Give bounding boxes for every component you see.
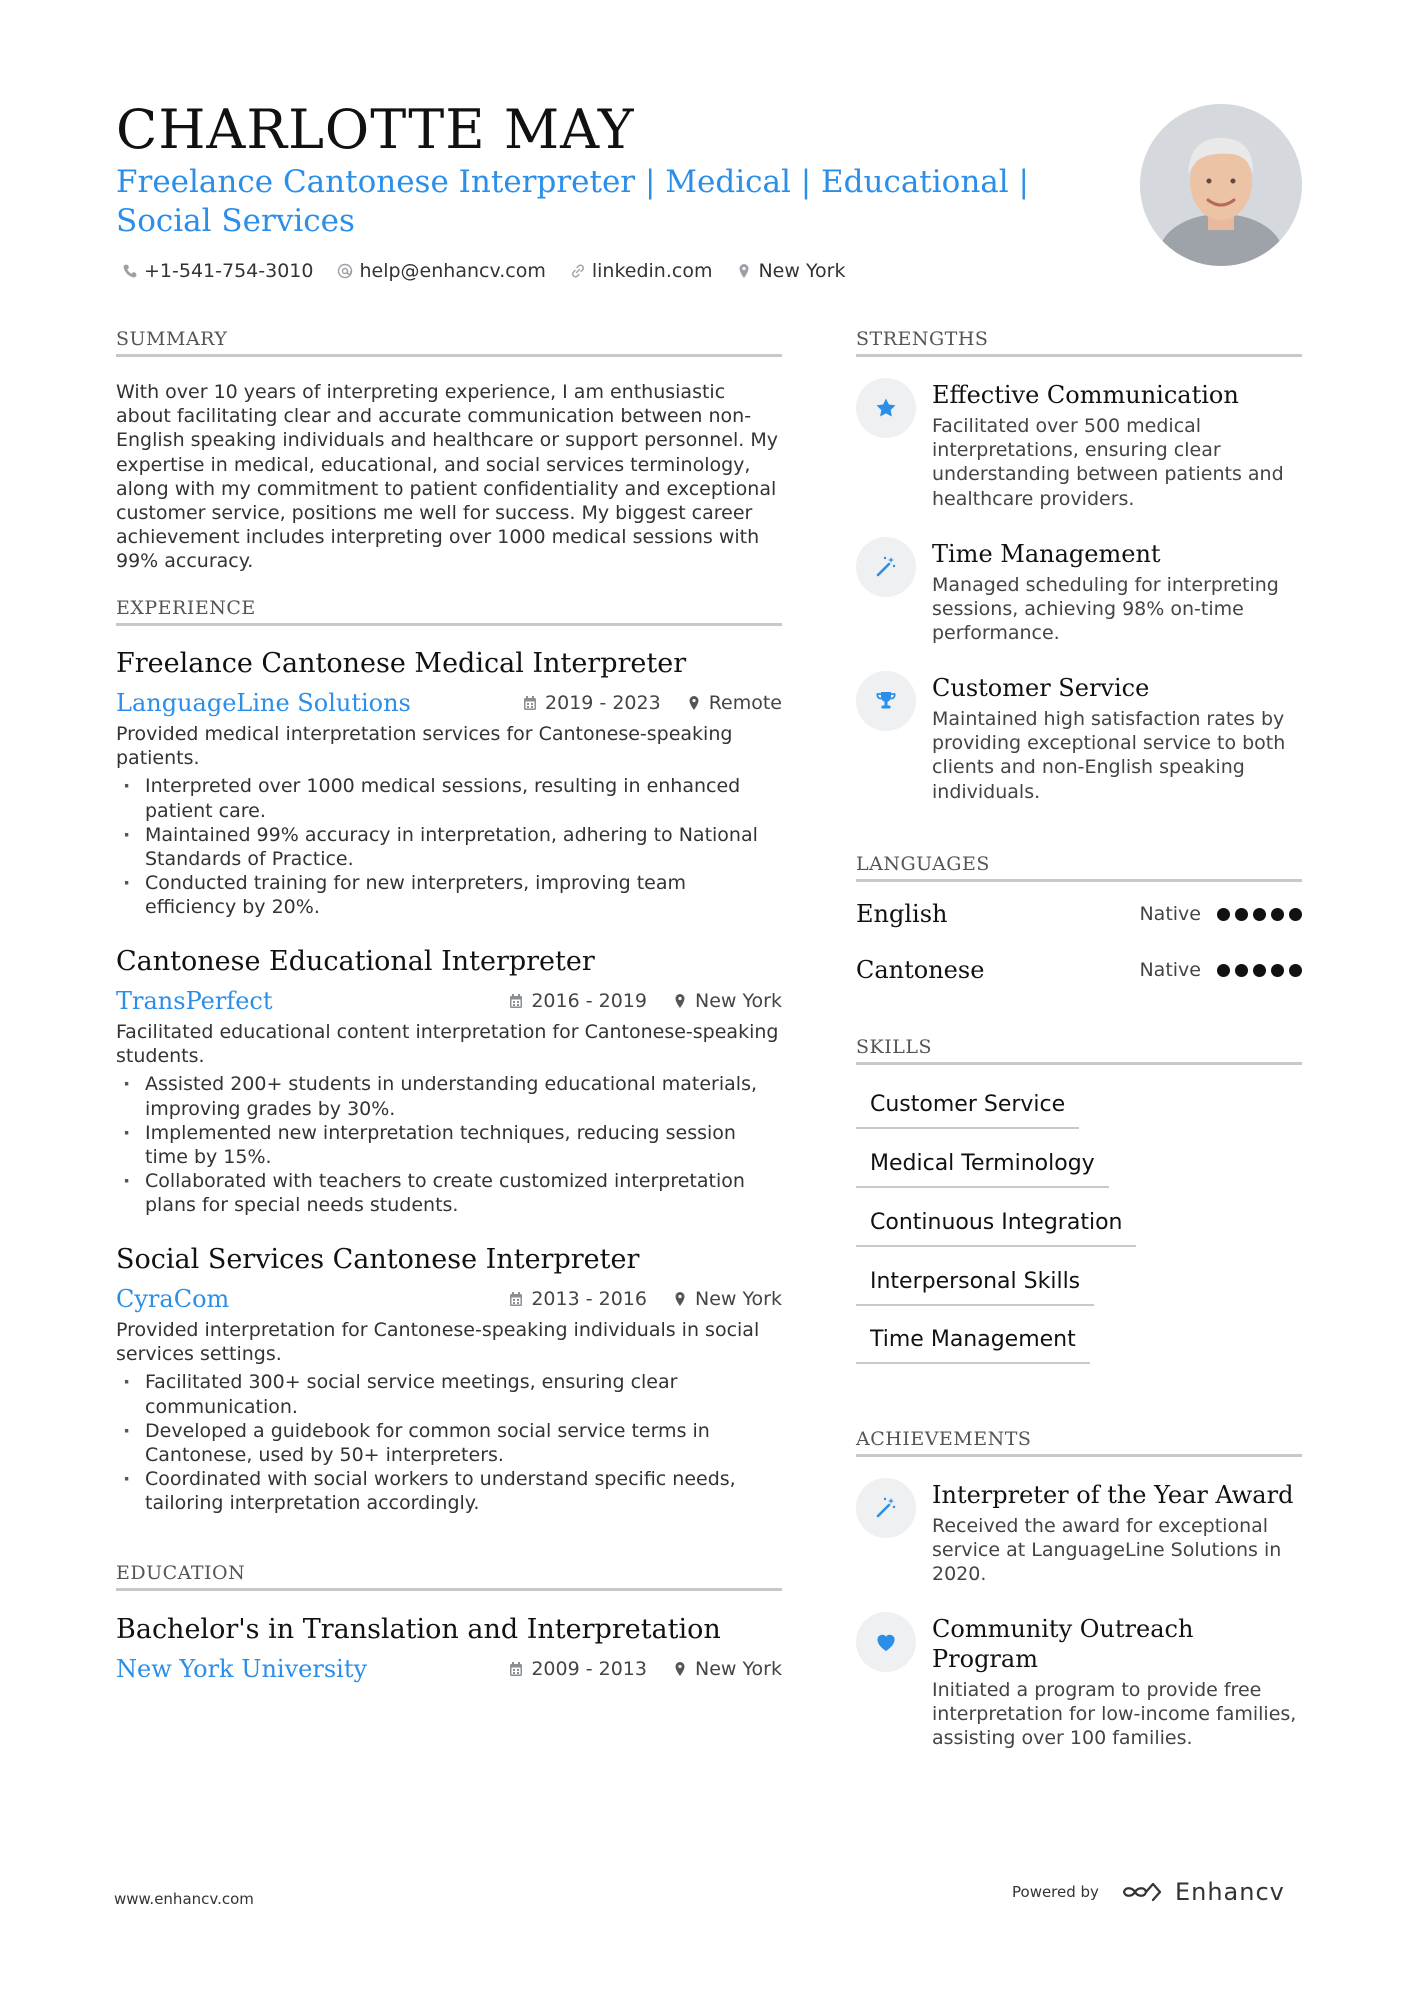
degree-title: Bachelor's in Translation and Interpretation [116, 1614, 721, 1645]
location-pin-icon [736, 263, 752, 279]
contact-phone[interactable] [122, 260, 313, 282]
email-text: help@enhancv.com [359, 260, 546, 282]
skill-tag: Medical Terminology [856, 1151, 1109, 1188]
school-name[interactable]: New York University [116, 1655, 368, 1683]
star-icon [874, 396, 898, 420]
achievement-title: Interpreter of the Year Award [932, 1481, 1294, 1509]
strength-description: Facilitated over 500 medical interpretations, ensuring clear understanding between patients and healthcare providers. [932, 415, 1284, 510]
rating-dot [1217, 964, 1230, 977]
bullet-item: · Interpreted over 1000 medical sessions, resulting in enhanced patient care. [116, 774, 782, 822]
bullet-item: · Assisted 200+ students in understanding educational materials, improving grades by 30%. [116, 1072, 782, 1120]
location-pin-icon [673, 993, 687, 1009]
bullet-item: · Collaborated with teachers to create customized interpretation plans for special needs students. [116, 1169, 782, 1217]
skill-tag: Interpersonal Skills [856, 1269, 1094, 1306]
rating-dot [1289, 908, 1302, 921]
achievement-item [856, 1478, 1302, 1587]
calendar-icon [509, 1661, 523, 1677]
footer-website[interactable]: www.enhancv.com [114, 1890, 254, 1908]
experience-entry [116, 648, 782, 920]
bullet-item: · Conducted training for new interpreters, improving team efficiency by 20%. [116, 871, 782, 919]
strength-item [856, 537, 1302, 646]
brand-name: Enhancv [1174, 1878, 1285, 1906]
strength-title: Time Management [932, 540, 1161, 568]
summary-heading: SUMMARY [116, 328, 782, 357]
rating-dot [1289, 964, 1302, 977]
link-icon [570, 263, 586, 279]
strength-title: Effective Communication [932, 381, 1239, 409]
language-item [856, 900, 1302, 928]
date-range: 2013 - 2016 [531, 1288, 647, 1310]
calendar-icon [509, 1291, 523, 1307]
language-name: English [856, 900, 948, 928]
skill-tag: Customer Service [856, 1092, 1079, 1129]
trophy-icon [874, 689, 898, 713]
language-level: Native [1139, 903, 1201, 925]
calendar-icon [523, 695, 537, 711]
skill-tag: Time Management [856, 1327, 1090, 1364]
language-name: Cantonese [856, 956, 985, 984]
job-location: Remote [708, 692, 782, 714]
bullet-item: · Implemented new interpretation techniques, reducing session time by 15%. [116, 1121, 782, 1169]
achievement-item [856, 1612, 1302, 1751]
languages-heading: LANGUAGES [856, 853, 1302, 882]
achievement-icon-badge [856, 1478, 916, 1538]
bullet-item: · Facilitated 300+ social service meetings, ensuring clear communication. [116, 1370, 782, 1418]
strength-icon-badge [856, 671, 916, 731]
experience-entry [116, 946, 782, 1218]
rating-dot [1217, 908, 1230, 921]
language-item [856, 956, 1302, 984]
education-heading: EDUCATION [116, 1562, 782, 1591]
magic-wand-icon [874, 555, 898, 579]
location-pin-icon [673, 1661, 687, 1677]
achievement-title: Community Outreach Program [932, 1615, 1194, 1673]
rating-dot [1271, 964, 1284, 977]
company-name[interactable]: TransPerfect [116, 987, 273, 1015]
experience-entry [116, 1244, 782, 1516]
phone-text: +1-541-754-3010 [144, 260, 314, 282]
strength-icon-badge [856, 378, 916, 438]
company-name[interactable]: LanguageLine Solutions [116, 689, 411, 717]
language-level: Native [1139, 959, 1201, 981]
rating-dot [1253, 908, 1266, 921]
job-title: Cantonese Educational Interpreter [116, 946, 595, 977]
experience-heading: EXPERIENCE [116, 597, 782, 626]
location-pin-icon [673, 1291, 687, 1307]
strengths-heading: STRENGTHS [856, 328, 1302, 357]
achievement-list [116, 1370, 782, 1515]
achievements-heading: ACHIEVEMENTS [856, 1428, 1302, 1457]
location-pin-icon [687, 695, 701, 711]
achievement-list [116, 1072, 782, 1217]
date-range: 2009 - 2013 [531, 1658, 647, 1680]
calendar-icon [509, 993, 523, 1009]
powered-by-label: Powered by [1012, 1883, 1099, 1901]
language-rating [1217, 964, 1302, 977]
job-description: Provided medical interpretation services for Cantonese-speaking patients. [116, 723, 733, 770]
rating-dot [1253, 964, 1266, 977]
job-description: Facilitated educational content interpretation for Cantonese-speaking students. [116, 1021, 779, 1068]
company-name[interactable]: CyraCom [116, 1285, 230, 1313]
date-range: 2019 - 2023 [545, 692, 661, 714]
heart-icon [874, 1630, 898, 1654]
contact-location [736, 260, 845, 282]
achievement-list [116, 774, 782, 919]
job-title: Freelance Cantonese Medical Interpreter [116, 648, 687, 679]
education-entry [116, 1614, 782, 1688]
job-description: Provided interpretation for Cantonese-speaking individuals in social services settings. [116, 1319, 760, 1366]
enhancv-logo-icon [1121, 1880, 1167, 1904]
language-rating [1217, 908, 1302, 921]
bullet-item: · Maintained 99% accuracy in interpretation, adhering to National Standards of Practice. [116, 823, 782, 871]
achievement-description: Received the award for exceptional service at LanguageLine Solutions in 2020. [932, 1515, 1282, 1586]
strength-item [856, 671, 1302, 804]
location-text: New York [758, 260, 846, 282]
job-title: Social Services Cantonese Interpreter [116, 1244, 640, 1275]
strength-description: Managed scheduling for interpreting sessions, achieving 98% on-time performance. [932, 574, 1279, 645]
phone-icon [122, 263, 138, 279]
at-icon [337, 263, 353, 279]
achievement-description: Initiated a program to provide free interpretation for low-income families, assisting over 100 families. [932, 1679, 1297, 1750]
skill-tag: Continuous Integration [856, 1210, 1136, 1247]
bullet-item: · Coordinated with social workers to understand specific needs, tailoring interpretation accordingly. [116, 1467, 782, 1515]
job-location: New York [694, 990, 782, 1012]
summary-text: With over 10 years of interpreting experience, I am enthusiastic about facilitating clear and accurate communication between non-English speaking individuals and healthcare or support personnel. My expertise in medical, educational, and social services terminology, along with my commitment to patient confidentiality and exceptional customer service, positions me well for success. My biggest career achievement includes interpreting over 1000 medical sessions with 99% accuracy. [116, 381, 778, 573]
website-text: linkedin.com [591, 260, 713, 282]
bullet-item: · Developed a guidebook for common social service terms in Cantonese, used by 50+ interpreters. [116, 1419, 782, 1467]
footer-branding [1012, 1878, 1285, 1906]
achievement-icon-badge [856, 1612, 916, 1672]
candidate-name: CHARLOTTE MAY [116, 98, 635, 161]
strength-description: Maintained high satisfaction rates by providing exceptional service to both clients and non-English speaking individuals. [932, 708, 1286, 803]
avatar-illustration [1140, 104, 1302, 266]
strength-icon-badge [856, 537, 916, 597]
job-location: New York [694, 1288, 782, 1310]
rating-dot [1271, 908, 1284, 921]
contact-bar [122, 260, 845, 282]
strength-item [856, 378, 1302, 511]
brand-logo[interactable] [1121, 1878, 1285, 1906]
contact-email[interactable] [337, 260, 545, 282]
contact-website[interactable] [570, 260, 713, 282]
rating-dot [1235, 908, 1248, 921]
profile-photo [1140, 104, 1302, 266]
rating-dot [1235, 964, 1248, 977]
magic-wand-icon [874, 1496, 898, 1520]
school-location: New York [694, 1658, 782, 1680]
headline: Freelance Cantonese Interpreter | Medical | Educational | Social Services [116, 164, 1030, 239]
strength-title: Customer Service [932, 674, 1150, 702]
date-range: 2016 - 2019 [531, 990, 647, 1012]
skills-heading: SKILLS [856, 1036, 1302, 1065]
